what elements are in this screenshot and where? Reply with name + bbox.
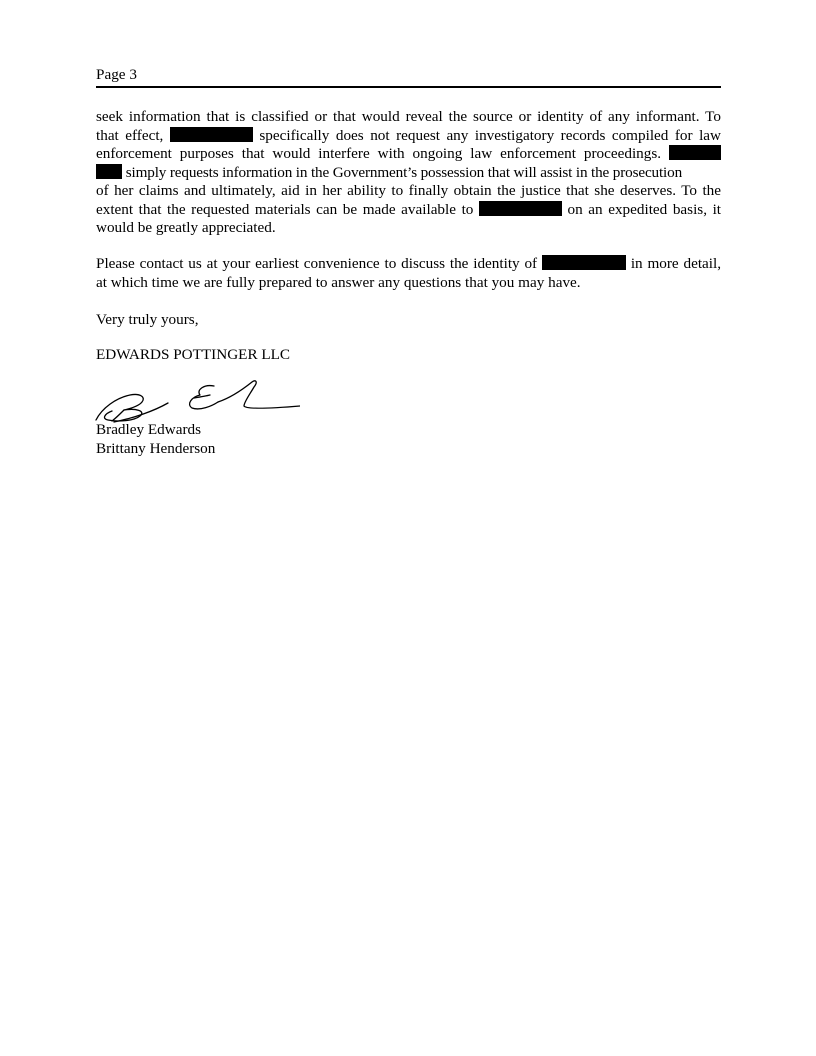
paragraph-text: specifically does not request any investigatory records compiled for law bbox=[259, 126, 721, 144]
paragraph-text: Please contact us at your earliest convenience to discuss the identity of bbox=[96, 255, 538, 272]
paragraph-text: enforcement purposes that would interfere with ongoing law enforcement proceedings. bbox=[96, 145, 662, 162]
redaction-box bbox=[669, 145, 721, 160]
paragraph-text: at which time we are fully prepared to answer any questions that you may have. bbox=[96, 273, 581, 291]
paragraph-text: of her claims and ultimately, aid in her ability to finally obtain the justice that she deserves. To the bbox=[96, 182, 721, 199]
letter-page bbox=[96, 0, 721, 1056]
page-header bbox=[96, 66, 721, 88]
paragraph-text: seek information that is classified or that would reveal the source or identity of any informant. To bbox=[96, 108, 721, 125]
paragraph-line bbox=[96, 219, 721, 238]
paragraph-text: on an expedited basis, it bbox=[567, 200, 722, 218]
paragraph-line bbox=[96, 145, 721, 164]
signer-name-2: Brittany Henderson bbox=[96, 440, 216, 457]
paragraph-text: that effect, bbox=[96, 126, 164, 144]
paragraph-line bbox=[96, 164, 721, 183]
redaction-box bbox=[96, 164, 122, 179]
paragraph-line bbox=[96, 255, 721, 274]
paragraph-line bbox=[96, 274, 721, 293]
paragraph-text: would be greatly appreciated. bbox=[96, 219, 276, 236]
firm-name: EDWARDS POTTINGER LLC bbox=[96, 346, 291, 363]
redaction-box bbox=[542, 255, 626, 270]
closing-salutation: Very truly yours, bbox=[96, 311, 199, 328]
paragraph-line bbox=[96, 127, 721, 146]
page-number: Page 3 bbox=[96, 66, 137, 83]
body-paragraph-1 bbox=[96, 108, 721, 238]
paragraph-text: extent that the requested materials can be made available to bbox=[96, 200, 474, 218]
paragraph-line bbox=[96, 182, 721, 201]
paragraph-text: in more detail, bbox=[630, 255, 722, 272]
redaction-box bbox=[170, 127, 253, 142]
paragraph-line bbox=[96, 201, 721, 220]
redaction-box bbox=[479, 201, 562, 216]
paragraph-text: simply requests information in the Government’s possession that will assist in the prosecution bbox=[125, 163, 683, 181]
handwritten-signature bbox=[94, 378, 300, 424]
body-paragraph-2 bbox=[96, 255, 721, 292]
signer-name-1: Bradley Edwards bbox=[96, 421, 202, 438]
paragraph-line bbox=[96, 108, 721, 127]
